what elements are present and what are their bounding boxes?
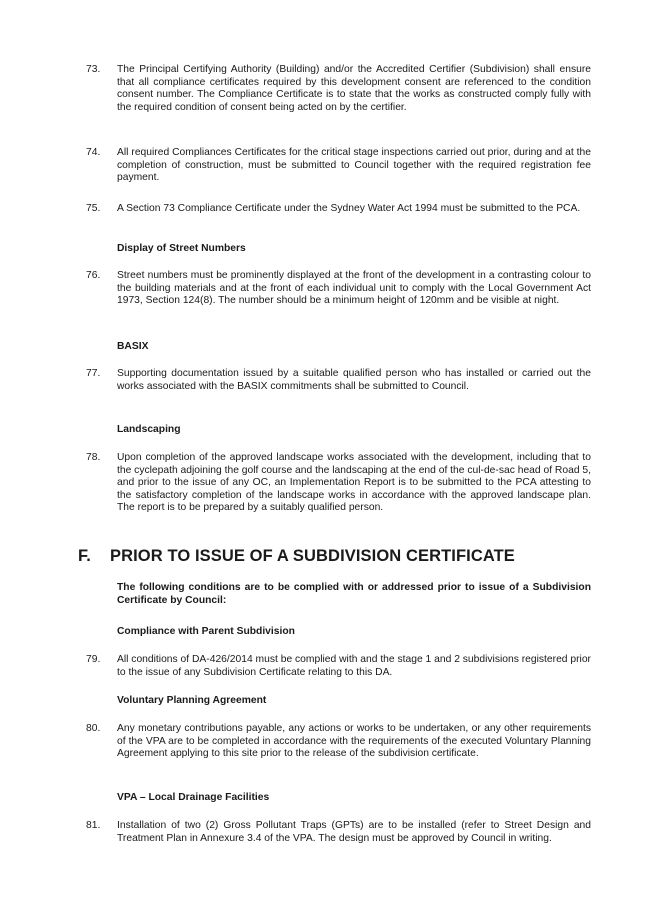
condition-text: Installation of two (2) Gross Pollutant Traps (GPTs) are to be installed (refer to Street Design and Treatment Plan in Annexure 3.4 of the VPA. The design must be approved by Council in writing. [117,820,591,844]
condition-number: 75. [86,203,101,214]
subheading-drainage: VPA – Local Drainage Facilities [117,792,270,803]
subheading-basix: BASIX [117,341,149,352]
condition-text: Upon completion of the approved landscape works associated with the development, including that to the cyclepath adjoining the golf course and the landscaping at the end of the cul-de-sac head of Road 5, and prior to the issue of any OC, an Implementation Report is to be submitted to the PCA attesting to the satisfactory completion of the landscape works in accordance with the approved landscape plan. The report is to be prepared by a suitably qualified person. [117,452,591,514]
condition-text: The Principal Certifying Authority (Building) and/or the Accredited Certifier (Subdivision) shall ensure that all compliance certificates required by this development consent are referenced to the condition consent number. The Compliance Certificate is to state that the works as constructed comply fully with the required condition of consent being acted on by the certifier. [117,64,591,113]
condition-text: Street numbers must be prominently displayed at the front of the development in a contrasting colour to the building materials and at the front of each individual unit to comply with the Local Government Act 1973, Section 124(8). The number should be a minimum height of 120mm and be visible at night. [117,270,591,307]
subheading-parent-subdivision: Compliance with Parent Subdivision [117,626,295,637]
condition-number: 74. [86,147,101,158]
condition-number: 80. [86,723,101,734]
subheading-vpa: Voluntary Planning Agreement [117,695,267,706]
section-letter: F. [78,547,91,565]
condition-text: All conditions of DA-426/2014 must be complied with and the stage 1 and 2 subdivisions registered prior to the issue of any Subdivision Certificate relating to this DA. [117,654,591,678]
section-title: PRIOR TO ISSUE OF A SUBDIVISION CERTIFICATE [110,547,515,565]
condition-number: 73. [86,64,101,75]
condition-number: 76. [86,270,101,281]
condition-text: Supporting documentation issued by a suitable qualified person who has installed or carried out the works associated with the BASIX commitments shall be submitted to Council. [117,368,591,392]
subheading-landscaping: Landscaping [117,424,181,435]
condition-number: 81. [86,820,101,831]
condition-text: Any monetary contributions payable, any actions or works to be undertaken, or any other requirements of the VPA are to be completed in accordance with the requirements of the executed Voluntary Planning Agreement applying to this site prior to the release of the subdivision certificate. [117,723,591,760]
condition-text: All required Compliances Certificates for the critical stage inspections carried out prior, during and at the completion of construction, must be submitted to Council together with the required registration fee payment. [117,147,591,184]
condition-number: 79. [86,654,101,665]
condition-text: A Section 73 Compliance Certificate under the Sydney Water Act 1994 must be submitted to the PCA. [117,203,581,214]
section-intro: The following conditions are to be complied with or addressed prior to issue of a Subdivision Certificate by Council: [117,582,591,606]
condition-number: 77. [86,368,101,379]
subheading-street-numbers: Display of Street Numbers [117,243,246,254]
condition-number: 78. [86,452,101,463]
